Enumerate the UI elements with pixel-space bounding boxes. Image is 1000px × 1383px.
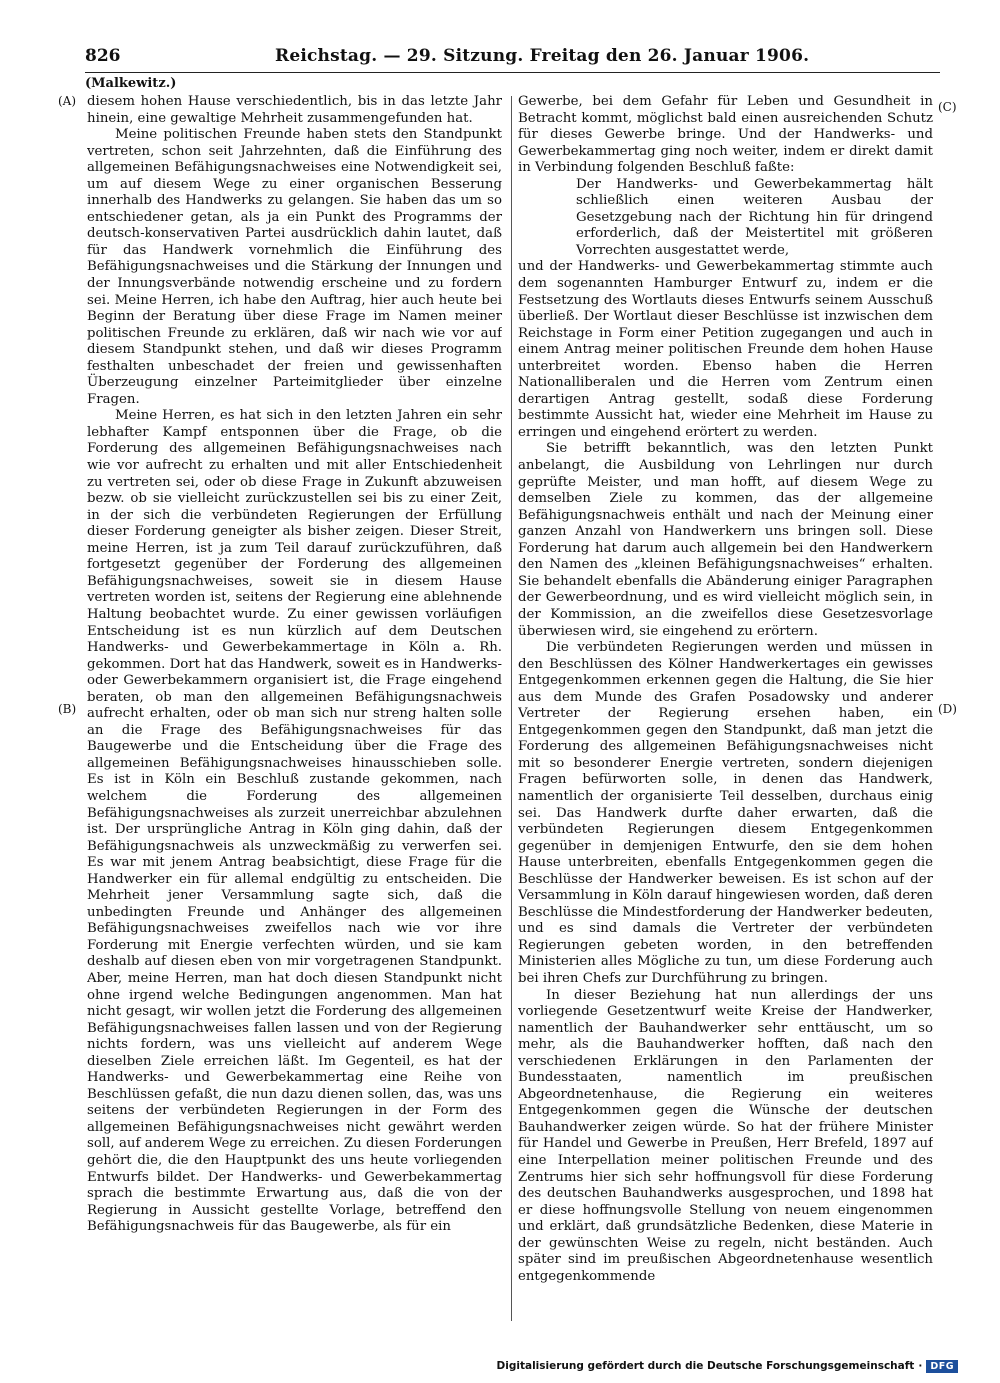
left-column [87, 94, 502, 1319]
margin-mark-c: (C) [938, 100, 957, 114]
header-rule [85, 72, 940, 73]
margin-mark-b: (B) [58, 702, 77, 716]
right-column [518, 94, 933, 1319]
paragraph: diesem hohen Hause verschiedentlich, bis in das letzte Jahr hinein, eine gewaltige Mehrheit zusammengefunden hat. [87, 94, 502, 126]
paragraph: Sie betrifft bekanntlich, was den letzten Punkt anbelangt, die Ausbildung von Lehrlingen nur durch geprüfte Meister, und man hofft, auf diesem Wege zu demselben Ziele zu kommen, das der allgemeine Befähigungsnachweis enthält und nach der Meinung einer ganzen Anzahl von Handwerkern uns bringen soll. Diese Forderung hat darum auch allgemein bei den Handwerkern den Namen des „kleinen Befähigungsnachweises“ erhalten. Sie behandelt ebenfalls die Abänderung einiger Paragraphen der Gewerbeordnung, und es wird vielleicht möglich sein, in der Kommission, an die zweifellos diese Gesetzesvorlage überwiesen wird, sie eingehend zu erörtern. [518, 441, 933, 639]
margin-mark-a: (A) [58, 94, 77, 108]
column-divider [511, 96, 512, 1321]
dfg-logo: DFG [926, 1360, 958, 1373]
page-number: 826 [85, 46, 121, 66]
quoted-resolution: Der Handwerks- und Gewerbekammertag hält schließlich einen weiteren Ausbau der Gesetzgebung nach der Richtung hin für dringend erforderlich, daß der Meistertitel mit größeren Vorrechten ausgestattet werde, [576, 176, 933, 258]
paragraph: Meine politischen Freunde haben stets den Standpunkt vertreten, schon seit Jahrzehnten, daß die Einführung des allgemeinen Befähigungsnachweises eine Notwendigkeit sei, um auf diesem Wege zu einer organischen Besserung innerhalb des Handwerks zu gelangen. Sie haben das um so entschiedener getan, als ja ein Punkt des Programms der deutsch-konservativen Partei ausdrücklich dahin lautet, daß für das Handwerk vornehmlich die Einführung des Befähigungsnachweises und die Stärkung der Innungen und der Innungsverbände notwendig erscheine und zu fordern sei. Meine Herren, ich habe den Auftrag, hier auch heute bei Beginn der Beratung über diese Frage im Namen meiner politischen Freunde zu erklären, daß wir nach wie vor auf diesem Standpunkt stehen, und daß wir dieses Programm festhalten unbeschadet der freien und gewissenhaften Überzeugung einzelner Parteimitglieder über einzelne Fragen. [87, 127, 502, 407]
separator-dot: · [918, 1360, 923, 1372]
credit-text: Digitalisierung gefördert durch die Deutsche Forschungsgemeinschaft [496, 1360, 915, 1372]
digitization-credit [497, 1357, 958, 1375]
running-title: Reichstag. — 29. Sitzung. Freitag den 26. Januar 1906. [275, 46, 810, 66]
paragraph: und der Handwerks- und Gewerbekammertag stimmte auch dem sogenannten Hamburger Entwurf zu, indem er die Festsetzung des Wortlauts dieses Entwurfs seinem Ausschuß überließ. Der Wortlaut dieser Beschlüsse ist inzwischen dem Reichstage in Form einer Petition zugegangen und auch in einem Antrag meiner politischen Freunde dem hohen Hause unterbreitet worden. Ebenso haben die Herren Nationalliberalen und die Herren vom Zentrum einen derartigen Antrag gestellt, sodaß diese Forderung bestimmte Aussicht hat, wieder eine Mehrheit im Hause zu erringen und eingehend erörtert zu werden. [518, 259, 933, 440]
paragraph: Gewerbe, bei dem Gefahr für Leben und Gesundheit in Betracht kommt, möglichst bald einen ausreichenden Schutz für dieses Gewerbe bringe. Und der Handwerks- und Gewerbekammertag ging noch weiter, indem er direkt damit in Verbindung folgenden Beschluß faßte: [518, 94, 933, 176]
page-header [85, 46, 940, 70]
paragraph: In dieser Beziehung hat nun allerdings der uns vorliegende Gesetzentwurf weite Kreise der Handwerker, namentlich der Bauhandwerker sehr enttäuscht, um so mehr, als die Bauhandwerker hofften, daß nach den verschiedenen Erklärungen in den Parlamenten der Bundesstaaten, namentlich im preußischen Abgeordnetenhause, die Regierung ein weiteres Entgegenkommen gegen die Wünsche der deutschen Bauhandwerker zeigen würde. So hat der frühere Minister für Handel und Gewerbe in Preußen, Herr Brefeld, 1897 auf eine Interpellation meiner politischen Freunde und des Zentrums hier sich sehr hoffnungsvoll für diese Forderung des deutschen Bauhandwerks ausgesprochen, und 1898 hat er diese hoffnungsvolle Stellung von neuem eingenommen und erklärt, daß grundsätzliche Bedenken, diese Materie in der gewünschten Weise zu regeln, nicht beständen. Auch später sind im preußischen Abgeordnetenhause wesentlich entgegenkommende [518, 987, 933, 1284]
paragraph: Meine Herren, es hat sich in den letzten Jahren ein sehr lebhafter Kampf entsponnen über die Frage, ob die Forderung des allgemeinen Befähigungsnachweises nach wie vor aufrecht zu erhalten und mit aller Entschiedenheit zu vertreten sei, oder ob diese Frage in Zukunft abzuweisen bezw. ob sie vielleicht zurückzustellen sei bis zu einer Zeit, in der sich die verbündeten Regierungen der Erfüllung dieser Forderung geneigter als bisher zeigen. Dieser Streit, meine Herren, ist ja zum Teil darauf zurückzuführen, daß fortgesetzt gegenüber der Forderung des allgemeinen Befähigungsnachweises, soweit sie in diesem Hause vertreten worden ist, seitens der Regierung eine ablehnende Haltung beobachtet wurde. Zu einer gewissen vorläufigen Entscheidung ist es nun kürzlich auf dem Deutschen Handwerks- und Gewerbekammertage in Köln a. Rh. gekommen. Dort hat das Handwerk, soweit es in Handwerks- oder Gewerbekammern organisiert ist, die Frage eingehend beraten, ob man den allgemeinen Befähigungsnachweis aufrecht erhalten, oder ob man sich nur streng halten solle an die Frage des Befähigungsnachweises für das Baugewerbe und die Entscheidung über die Frage des allgemeinen Befähigungsnachweises hinausschieben solle. Es ist in Köln ein Beschluß zustande gekommen, nach welchem die Forderung des allgemeinen Befähigungsnachweises als zurzeit unerreichbar abzulehnen ist. Der ursprüngliche Antrag in Köln ging dahin, daß der Befähigungsnachweis als unzweckmäßig zu verwerfen sei. Es war mit jenem Antrag beabsichtigt, diese Frage für die Handwerker ein für allemal endgültig zu entscheiden. Die Mehrheit jener Versammlung sagte sich, daß die unbedingten Freunde und Anhänger des allgemeinen Befähigungsnachweises zweifellos nach wie vor ihre Forderung mit Energie verfechten würden, und sie kam deshalb auf diesen eben von mir vorgetragenen Standpunkt. Aber, meine Herren, man hat doch diesen Standpunkt nicht ohne irgend welche Bedingungen angenommen. Man hat nicht gesagt, wir wollen jetzt die Forderung des allgemeinen Befähigungsnachweises fallen lassen und von der Regierung nichts fordern, was uns vielleicht auf anderem Wege dieselben Ziele erreichen läßt. Im Gegenteil, es hat der Handwerks- und Gewerbekammertag eine Reihe von Beschlüssen gefaßt, die nun dazu dienen sollen, das, was uns seitens der verbündeten Regierungen in der Form des allgemeinen Befähigungsnachweises nicht gewährt werden soll, auf anderem Wege zu erreichen. Zu diesen Forderungen gehört die, die den Hauptpunkt des uns heute vorliegenden Entwurfs bildet. Der Handwerks- und Gewerbekammertag sprach die bestimmte Erwartung aus, daß die von der Regierung in Aussicht gestellte Vorlage, betreffend den Befähigungsnachweis für das Baugewerbe, als für ein [87, 408, 502, 1235]
margin-mark-d: (D) [938, 702, 957, 716]
speaker-name: (Malkewitz.) [85, 76, 177, 91]
paragraph: Die verbündeten Regierungen werden und müssen in den Beschlüssen des Kölner Handwerkertages ein gewisses Entgegenkommen erkennen gegen die Haltung, die Sie hier aus dem Munde des Grafen Posadowsky und anderer Vertreter der Regierung ersehen haben, ein Entgegenkommen gegen den Standpunkt, daß man jetzt die Forderung des allgemeinen Befähigungsnachweises nicht mit so besonderer Energie vertreten, sondern diejenigen Fragen befürworten solle, in denen das Handwerk, namentlich der organisierte Teil desselben, durchaus einig sei. Das Handwerk durfte daher erwarten, daß die verbündeten Regierungen diesem Entgegenkommen gegenüber in demjenigen Entwurfe, den sie dem hohen Hause unterbreiten, ebenfalls Entgegenkommen gegen die Beschlüsse der Handwerker beweisen. Es ist schon auf der Versammlung in Köln darauf hingewiesen worden, daß deren Beschlüsse die Mindestforderung der Handwerker bedeuten, und es sind damals die Vertreter der verbündeten Regierungen gebeten worden, in den betreffenden Ministerien alles Mögliche zu tun, um diese Forderung auch bei ihren Chefs zur Durchführung zu bringen. [518, 640, 933, 986]
